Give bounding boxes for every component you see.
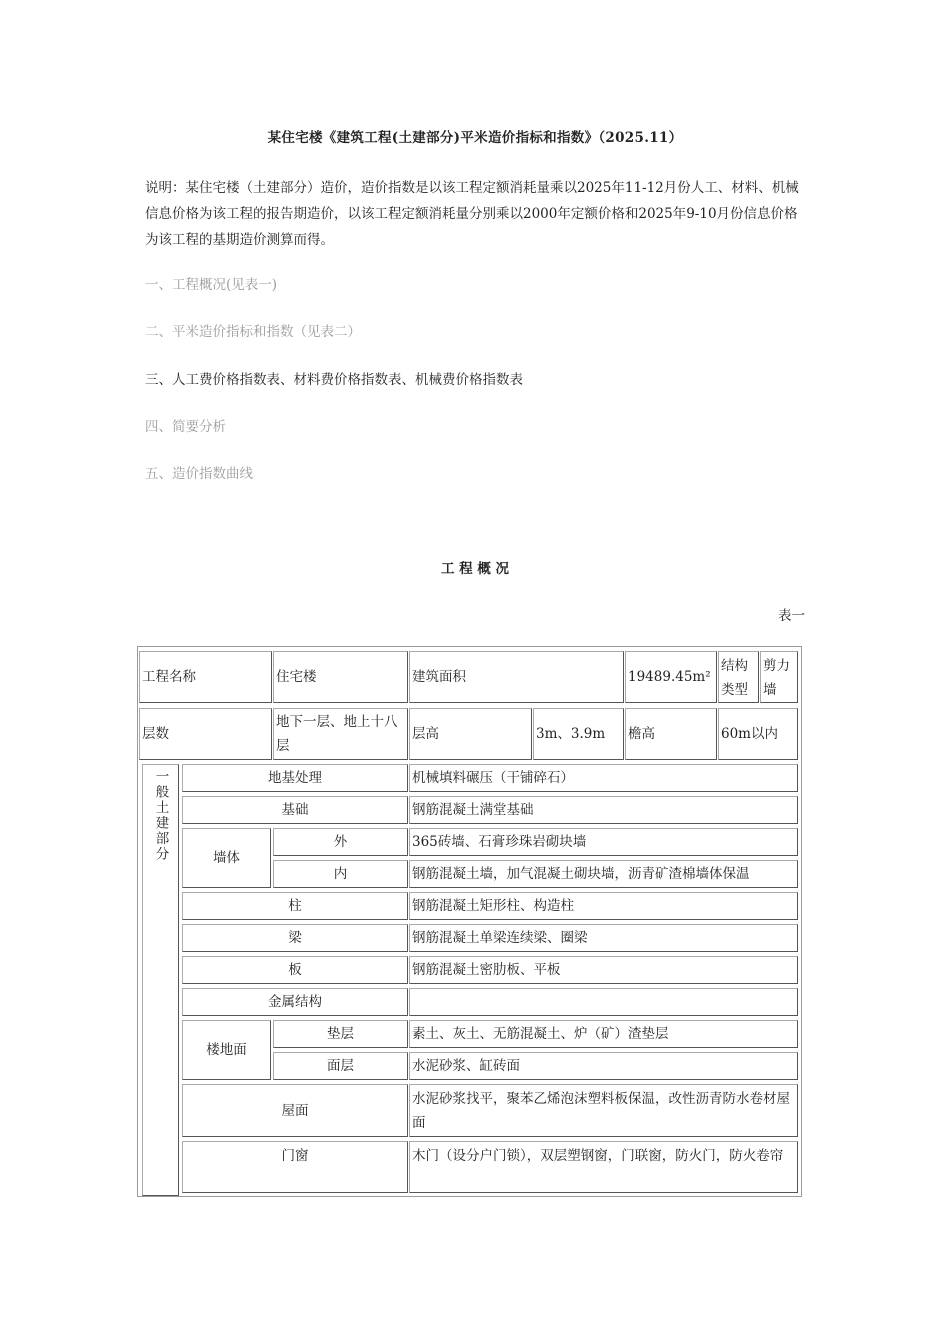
cell-name-label: 工程名称 xyxy=(139,651,272,703)
cell-eave-value: 60m以内 xyxy=(718,708,798,760)
section-title: 工 程 概 况 xyxy=(440,561,510,577)
document-title: 某住宅楼《建筑工程(土建部分)平米造价指标和指数》（2025.11） xyxy=(267,130,683,146)
cell-floor-surface-label: 面层 xyxy=(273,1052,408,1080)
cell-doors-label: 门窗 xyxy=(182,1141,408,1193)
toc-item-analysis[interactable]: 四、简要分析 xyxy=(145,419,226,435)
toc-item-overview[interactable]: 一、工程概况(见表一) xyxy=(145,277,278,293)
cell-struct-label: 结构类型 xyxy=(718,651,759,703)
cell-name-value: 住宅楼 xyxy=(273,651,408,703)
cell-eave-label: 檐高 xyxy=(625,708,717,760)
cell-height-value: 3m、3.9m xyxy=(533,708,624,760)
cell-wall-label: 墙体 xyxy=(182,828,271,888)
cell-metal-value xyxy=(409,988,798,1016)
description-paragraph: 说明：某住宅楼（土建部分）造价，造价指数是以该工程定额消耗量乘以2025年11-12月份人工、材料、机械信息价格为该工程的报告期造价，以该工程定额消耗量分别乘以2000年定额价格和2025年9-10月份信息价格为该工程的基期造价测算而得。 xyxy=(145,180,799,248)
cell-foundation-treatment-label: 地基处理 xyxy=(182,764,408,792)
cell-beam-value: 钢筋混凝土单梁连续梁、圈梁 xyxy=(409,924,798,952)
toc-item-curve[interactable]: 五、造价指数曲线 xyxy=(145,466,253,482)
cell-wall-inner-label: 内 xyxy=(273,860,408,888)
cell-roof-label: 屋面 xyxy=(182,1084,408,1137)
cell-height-label: 层高 xyxy=(409,708,532,760)
cell-slab-value: 钢筋混凝土密肋板、平板 xyxy=(409,956,798,984)
cell-foundation-value: 钢筋混凝土满堂基础 xyxy=(409,796,798,824)
cell-floor-surface-value: 水泥砂浆、缸砖面 xyxy=(409,1052,798,1080)
cell-wall-inner-value: 钢筋混凝土墙，加气混凝土砌块墙，沥青矿渣棉墙体保温 xyxy=(409,860,798,888)
toc-item-index[interactable]: 二、平米造价指标和指数（见表二） xyxy=(145,324,361,340)
cell-floor-cushion-label: 垫层 xyxy=(273,1020,408,1048)
cell-group-label xyxy=(142,764,179,1196)
cell-floor-label: 楼地面 xyxy=(182,1020,271,1080)
cell-area-value: 19489.45m² xyxy=(625,651,717,703)
table-label: 表一 xyxy=(778,608,805,624)
cell-floors-label: 层数 xyxy=(139,708,272,760)
cell-foundation-label: 基础 xyxy=(182,796,408,824)
cell-column-label: 柱 xyxy=(182,892,408,920)
cell-wall-outer-label: 外 xyxy=(273,828,408,856)
cell-beam-label: 梁 xyxy=(182,924,408,952)
cell-slab-label: 板 xyxy=(182,956,408,984)
cell-floor-cushion-value: 素土、灰土、无筋混凝土、炉（矿）渣垫层 xyxy=(409,1020,798,1048)
toc-item-price-index: 三、人工费价格指数表、材料费价格指数表、机械费价格指数表 xyxy=(145,372,523,388)
cell-foundation-treatment-value: 机械填料碾压（干铺碎石） xyxy=(409,764,798,792)
cell-metal-label: 金属结构 xyxy=(182,988,408,1016)
cell-column-value: 钢筋混凝土矩形柱、构造柱 xyxy=(409,892,798,920)
cell-wall-outer-value: 365砖墙、石膏珍珠岩砌块墙 xyxy=(409,828,798,856)
group-label-text: 一般土建部分 xyxy=(152,769,169,862)
cell-roof-value: 水泥砂浆找平，聚苯乙烯泡沫塑料板保温，改性沥青防水卷材屋面 xyxy=(409,1084,798,1137)
cell-floors-value: 地下一层、地上十八层 xyxy=(273,708,408,760)
cell-area-label: 建筑面积 xyxy=(409,651,624,703)
cell-doors-value: 木门（设分户门锁），双层塑钢窗，门联窗，防火门，防火卷帘 xyxy=(409,1141,798,1193)
cell-struct-value: 剪力墙 xyxy=(760,651,798,703)
